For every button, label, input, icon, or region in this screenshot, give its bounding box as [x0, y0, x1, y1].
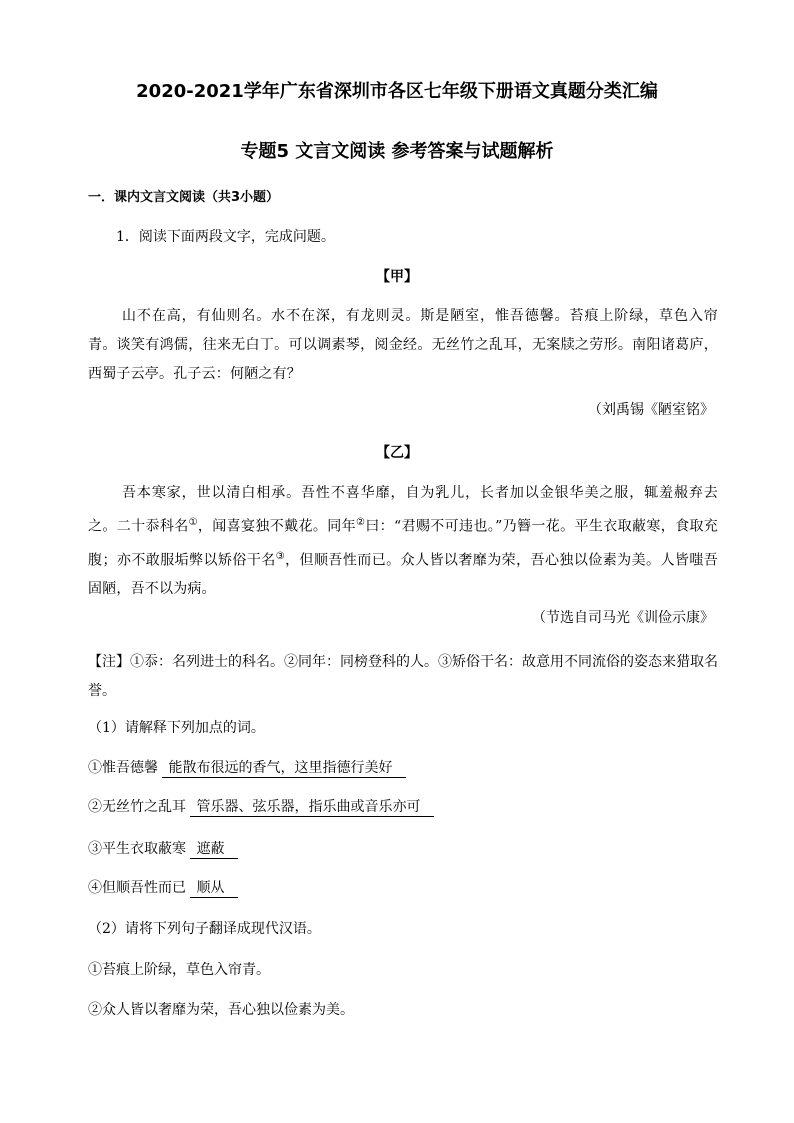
- passage-yi-text-part2: ，闻喜宴独不戴花。同年: [197, 518, 356, 535]
- document-title: 2020-2021学年广东省深圳市各区七年级下册语文真题分类汇编: [136, 81, 658, 102]
- vocab-item-1: [88, 758, 406, 778]
- annotation-note: 【注】①忝：名列进士的科名。②同年：同榜登科的人。③矫俗干名：故意用不同流俗的姿态来猎取名誉。: [88, 654, 718, 699]
- footnote-marker-2: ②: [355, 517, 366, 528]
- vocab-term: ④但顺吾性而已: [88, 880, 186, 896]
- subquestion-2-prompt: （2）请将下列句子翻译成现代汉语。: [88, 921, 321, 937]
- vocab-term: ③平生衣取蔽寒: [88, 841, 186, 857]
- vocab-answer: 顺从: [190, 879, 238, 898]
- vocab-term: ①惟吾德馨: [88, 760, 158, 776]
- passage-yi-label: 【乙】: [376, 445, 418, 461]
- vocab-item-4: [88, 878, 238, 898]
- subquestion-1-prompt: （1）请解释下列加点的词。: [88, 720, 265, 736]
- footnote-marker-1: ①: [188, 517, 198, 528]
- passage-yi-text-part3: 曰：“君赐不可违也。”乃簪一花。平生衣取蔽寒，食取充腹；亦不敢服垢弊以矫俗干名: [88, 518, 719, 569]
- passage-jia-source: （刘禹锡《陋室铭》: [588, 402, 714, 418]
- passage-yi-text-part1: 吾本寒家，世以清白相承。吾性不喜华靡，自为乳儿，长者加以金银华美之服，辄羞赧弃去之。二十忝科名: [88, 485, 718, 535]
- passage-yi-source: （节选自司马光《训俭示康》: [532, 610, 714, 626]
- passage-yi-text: [88, 479, 718, 604]
- translation-item-2: ②众人皆以奢靡为荣，吾心独以俭素为美。: [88, 1002, 354, 1018]
- footnote-marker-3: ③: [275, 550, 286, 562]
- vocab-answer: 能散布很远的香气，这里指德行美好: [162, 759, 406, 778]
- vocab-answer: 遮蔽: [190, 840, 238, 859]
- question-prompt: 1．阅读下面两段文字，完成问题。: [116, 229, 335, 245]
- document-subtitle: 专题5 文言文阅读 参考答案与试题解析: [240, 141, 554, 162]
- vocab-item-3: [88, 839, 238, 859]
- vocab-item-2: [88, 797, 434, 817]
- translation-item-1: ①苔痕上阶绿，草色入帘青。: [88, 962, 270, 978]
- passage-jia-text: 山不在高，有仙则名。水不在深，有龙则灵。斯是陋室，惟吾德馨。苔痕上阶绿，草色入帘青。谈笑有鸿儒，往来无白丁。可以调素琴，阅金经。无丝竹之乱耳，无案牍之劳形。南阳诸葛庐，西蜀子云亭。孔子云：何陋之有？: [88, 308, 718, 382]
- passage-yi-text-part4: ，但顺吾性而已。众人皆以奢靡为荣，吾心独以俭素为美。人皆嗤吾固陋，吾不以为病。: [88, 552, 718, 598]
- section-heading: 一．课内文言文阅读（共3小题）: [88, 190, 280, 205]
- vocab-term: ②无丝竹之乱耳: [88, 799, 186, 815]
- vocab-answer: 管乐器、弦乐器，指乐曲或音乐亦可: [190, 798, 434, 817]
- passage-jia-label: 【甲】: [376, 269, 418, 285]
